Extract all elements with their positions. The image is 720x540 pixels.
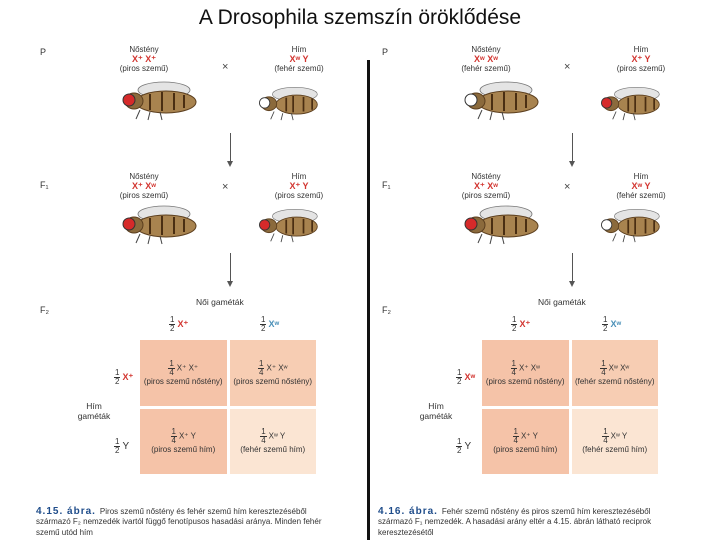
male-gamete-1-allele: X⁺ <box>122 372 134 383</box>
panel-right-cross <box>376 35 706 540</box>
fraction: 1 2 <box>603 315 608 333</box>
female-word: Nőstény <box>129 172 159 181</box>
f1-male-label <box>596 172 686 201</box>
caption-number: 4.15. ábra. <box>36 505 96 517</box>
female-gametes-title: Női gaméták <box>538 297 586 307</box>
male-gametes-title: Hím gaméták <box>77 401 111 421</box>
cell-phenotype: (piros szemű nőstény) <box>233 376 313 386</box>
caption-text: Piros szemű nőstény és fehér szemű hím keresztezéséből származó F₂ nemzedék ivartól függő fenotípusos hasadási aránya. Minden fehér szemű utód hím <box>36 506 322 537</box>
male-word: Hím <box>291 45 307 54</box>
cell-genotype: X⁺ Xʷ <box>266 363 288 373</box>
fraction: 1 2 <box>261 315 266 333</box>
f1-female-genotype: X⁺ Xʷ <box>132 180 156 191</box>
punnett-square <box>140 340 316 474</box>
cell-genotype: X⁺ Y <box>520 431 538 441</box>
punnett-cell-4 <box>230 409 317 475</box>
drosophila-icon <box>256 83 332 121</box>
p-female-phenotype: (piros szemű) <box>119 64 169 73</box>
p-male-label <box>596 45 686 74</box>
female-word: Nőstény <box>471 45 501 54</box>
male-gamete-1 <box>456 369 475 386</box>
male-gametes-title: Hím gaméták <box>419 401 453 421</box>
p-male-phenotype: (piros szemű) <box>616 64 666 73</box>
panel-left-cross <box>34 35 364 540</box>
punnett-cell-4 <box>572 409 659 475</box>
female-gamete-2 <box>602 316 621 333</box>
female-gamete-2 <box>260 316 279 333</box>
fraction: 1 4 <box>169 358 174 377</box>
page-title: A Drosophila szemszín öröklődése <box>198 6 522 29</box>
punnett-cell-3 <box>140 409 227 475</box>
cross-sign-p: × <box>222 61 229 73</box>
male-gamete-2-allele: Y <box>464 441 472 453</box>
cell-phenotype: (piros szemű hím) <box>493 445 558 454</box>
p-male-genotype: Xʷ Y <box>289 53 309 64</box>
p-female-phenotype: (fehér szemű) <box>461 64 511 73</box>
f1-female-fly <box>462 201 548 250</box>
female-gamete-1 <box>511 316 530 333</box>
f1-female-fly <box>120 201 206 250</box>
p-female-label <box>99 45 189 74</box>
female-gametes-title: Női gaméták <box>196 297 244 307</box>
cell-genotype: Xʷ Y <box>268 431 286 441</box>
fraction: 1 4 <box>259 358 264 377</box>
p-female-fly <box>462 77 548 126</box>
p-male-phenotype: (fehér szemű) <box>274 64 324 73</box>
f1-female-phenotype: (piros szemű) <box>461 191 511 200</box>
fraction: 1 2 <box>457 368 462 386</box>
f1-male-fly <box>598 205 674 248</box>
arrow-p-to-f1 <box>230 133 231 165</box>
female-word: Nőstény <box>129 45 159 54</box>
f1-female-label <box>99 172 189 201</box>
female-word: Nőstény <box>471 172 501 181</box>
fraction: 1 4 <box>513 427 518 445</box>
male-word: Hím <box>633 45 649 54</box>
fraction: 1 2 <box>115 368 120 386</box>
panel-divider <box>367 60 370 540</box>
fraction: 1 4 <box>511 358 516 377</box>
p-male-genotype: X⁺ Y <box>631 53 651 64</box>
p-male-fly <box>256 83 332 126</box>
arrow-f1-to-f2 <box>572 253 573 285</box>
punnett-cell-1 <box>482 340 569 406</box>
fraction: 1 4 <box>601 358 606 377</box>
arrow-p-to-f1 <box>572 133 573 165</box>
drosophila-icon <box>462 77 548 121</box>
p-female-fly <box>120 77 206 126</box>
gen-label-f1: F₁ <box>382 180 391 190</box>
female-gamete-1 <box>169 316 188 333</box>
p-female-genotype: X⁺ X⁺ <box>131 53 156 64</box>
fraction: 1 2 <box>170 315 175 333</box>
male-gamete-2 <box>456 438 471 455</box>
figure-caption <box>36 507 336 539</box>
fraction: 1 4 <box>261 427 266 445</box>
cross-sign-f1: × <box>564 181 571 193</box>
f1-male-genotype: Xʷ Y <box>631 180 651 191</box>
cell-genotype: Xʷ Y <box>610 431 628 441</box>
f1-male-phenotype: (fehér szemű) <box>616 191 666 200</box>
female-gamete-1-allele: X⁺ <box>177 319 189 330</box>
cell-genotype: X⁺ Xʷ <box>518 363 540 373</box>
fraction: 1 2 <box>115 437 120 455</box>
male-word: Hím <box>291 172 307 181</box>
cross-sign-p: × <box>564 61 571 73</box>
drosophila-icon <box>120 77 206 121</box>
f1-male-phenotype: (piros szemű) <box>274 191 324 200</box>
caption-number: 4.16. ábra. <box>378 505 438 517</box>
gen-label-p: P <box>40 47 47 57</box>
drosophila-icon <box>598 205 674 243</box>
f1-male-fly <box>256 205 332 248</box>
punnett-cell-2 <box>230 340 317 406</box>
cell-phenotype: (fehér szemű hím) <box>240 445 306 454</box>
figure-caption <box>378 507 678 539</box>
female-gamete-1-allele: X⁺ <box>519 319 531 330</box>
fraction: 1 2 <box>512 315 517 333</box>
female-gamete-2-allele: Xʷ <box>610 319 622 330</box>
f1-male-genotype: X⁺ Y <box>289 180 309 191</box>
f1-male-label <box>254 172 344 201</box>
caption-text: Fehér szemű nőstény és piros szemű hím keresztezéséből származó F₁ nemzedék. A hasadási arány eltér a 4.15. ábrán látható reciprok keresztezésétől <box>378 506 652 537</box>
cell-genotype: X⁺ Y <box>178 431 196 441</box>
fraction: 1 4 <box>171 427 176 445</box>
male-gamete-2-allele: Y <box>122 441 130 453</box>
cell-genotype: X⁺ X⁺ <box>176 363 199 373</box>
punnett-cell-2 <box>572 340 659 406</box>
cell-genotype: Xʷ Xʷ <box>608 363 630 373</box>
punnett-cell-1 <box>140 340 227 406</box>
gen-label-f2: F₂ <box>382 305 391 315</box>
cell-phenotype: (piros szemű nőstény) <box>143 376 223 386</box>
cross-sign-f1: × <box>222 181 229 193</box>
male-gamete-2 <box>114 438 129 455</box>
drosophila-icon <box>462 201 548 245</box>
cell-phenotype: (piros szemű nőstény) <box>485 376 565 386</box>
p-female-label <box>441 45 531 74</box>
f1-female-genotype: X⁺ Xʷ <box>474 180 498 191</box>
f1-female-phenotype: (piros szemű) <box>119 191 169 200</box>
p-male-fly <box>598 83 674 126</box>
arrow-f1-to-f2 <box>230 253 231 285</box>
cell-phenotype: (fehér szemű hím) <box>582 445 648 454</box>
male-gamete-1-allele: Xʷ <box>464 372 476 383</box>
male-word: Hím <box>633 172 649 181</box>
female-gamete-2-allele: Xʷ <box>268 319 280 330</box>
drosophila-icon <box>256 205 332 243</box>
fraction: 1 2 <box>457 437 462 455</box>
punnett-square <box>482 340 658 474</box>
gen-label-p: P <box>382 47 389 57</box>
drosophila-icon <box>120 201 206 245</box>
p-female-genotype: Xʷ Xʷ <box>474 53 498 64</box>
p-male-label <box>254 45 344 74</box>
punnett-cell-3 <box>482 409 569 475</box>
fraction: 1 4 <box>603 427 608 445</box>
cell-phenotype: (piros szemű hím) <box>151 445 216 454</box>
cell-phenotype: (fehér szemű nőstény) <box>574 376 655 386</box>
drosophila-icon <box>598 83 674 121</box>
male-gamete-1 <box>114 369 133 386</box>
f1-female-label <box>441 172 531 201</box>
gen-label-f2: F₂ <box>40 305 49 315</box>
gen-label-f1: F₁ <box>40 180 49 190</box>
